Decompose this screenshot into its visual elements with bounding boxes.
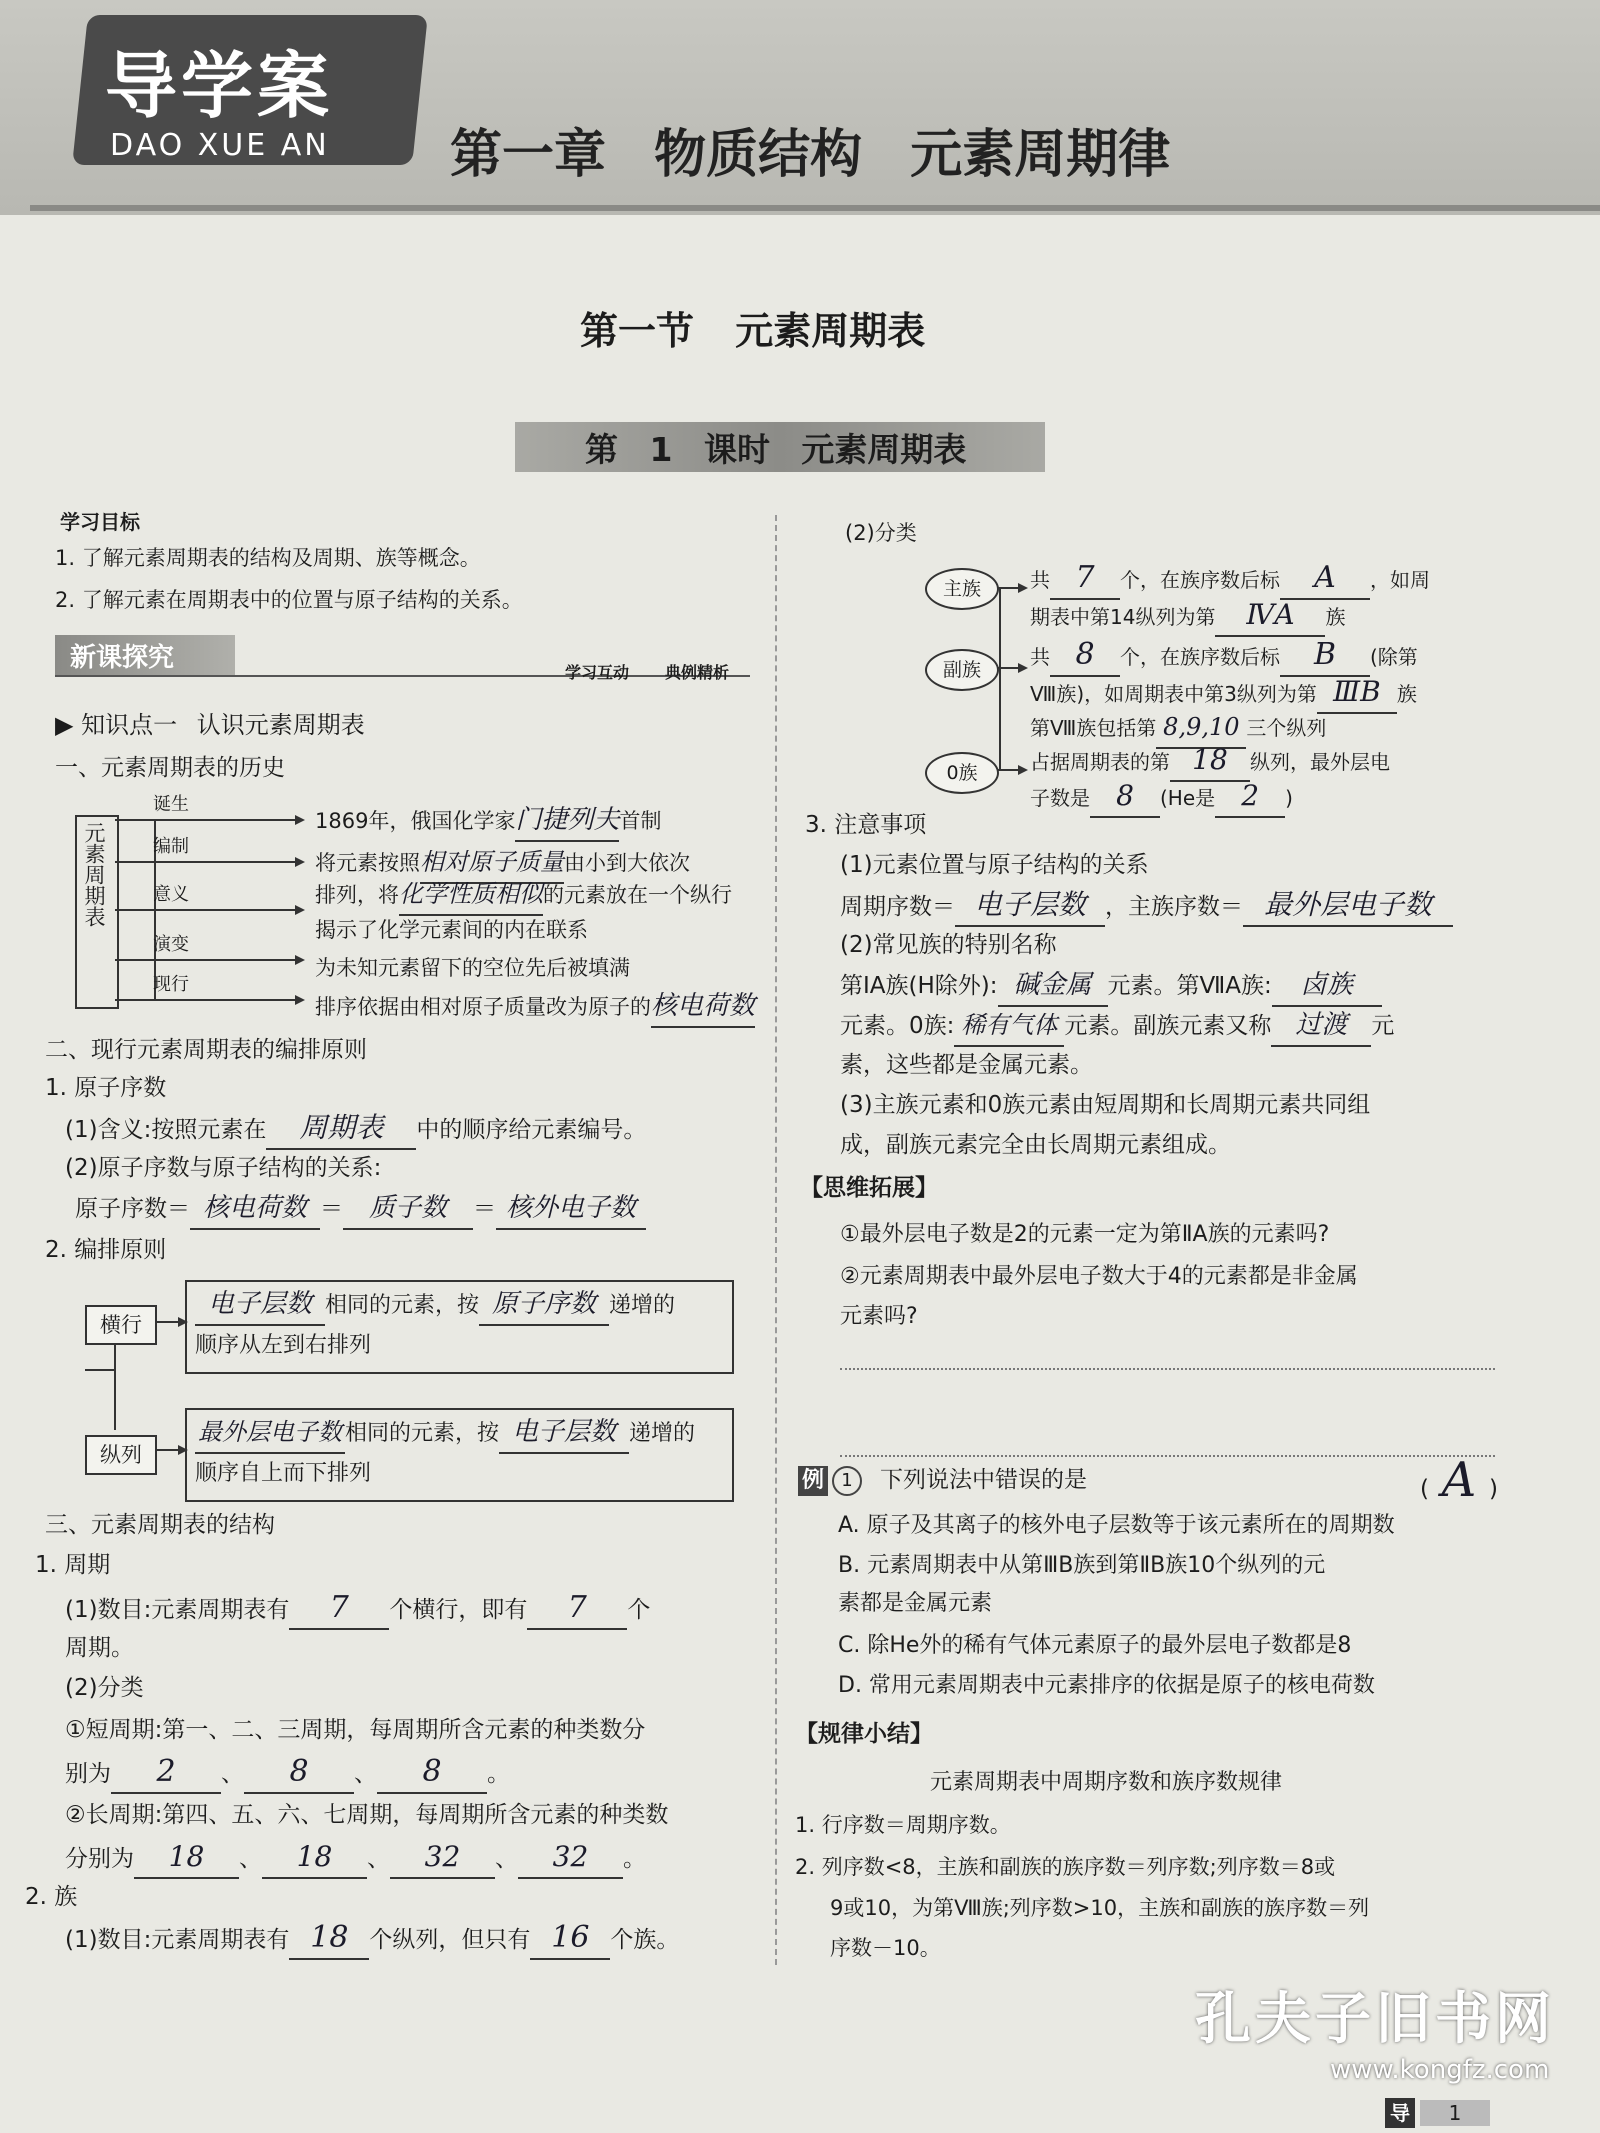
thinking-title: 【思维拓展】 [800, 1175, 938, 1201]
p1d-answer-3: 32 [390, 1837, 495, 1879]
zero-answer-he: 2 [1215, 776, 1285, 818]
n2b-answer-1: 稀有气体 [954, 1005, 1064, 1047]
structure-p1c: ①短周期:第一、二、三周期，每周期所含元素的种类数分 [65, 1717, 646, 1743]
p2a-answer-1: 18 [289, 1918, 369, 1960]
structure-p2a: (1)数目:元素周期表有 18 个纵列，但只有 16 个族。 [65, 1918, 679, 1960]
example-answer: A [1441, 1452, 1477, 1508]
summary-rule-2b: 9或10，为第Ⅷ族;列序数>10，主族和副族的族序数＝列 [830, 1896, 1370, 1920]
branch-label-4: 现行 [153, 974, 189, 995]
p1d-answer-2: 18 [262, 1837, 367, 1879]
branch-1-text: 将元素按照相对原子质量由小到大依次 [315, 842, 690, 884]
row-rule-line1: 电子层数 相同的元素，按 原子序数 递增的 [195, 1284, 675, 1326]
main-answer-example: ⅣA [1215, 595, 1325, 637]
objectives-title: 学习目标 [60, 510, 140, 534]
sub-answer-count: 8 [1050, 635, 1120, 677]
notes-n1: (1)元素位置与原子结构的关系 [840, 852, 1149, 878]
branch-0-text: 1869年，俄国化学家门捷列夫首制 [315, 800, 661, 842]
col-rule-box [185, 1408, 734, 1502]
branch-1-text-line2: 排列，将化学性质相似的元素放在一个纵行 [315, 874, 732, 916]
zero-line-2: 子数是 8 (He是 2 ) [1030, 776, 1293, 818]
p1d-answer-4: 32 [518, 1837, 623, 1879]
p1a-answer-2: 7 [527, 1588, 627, 1630]
notes-title: 3. 注意事项 [805, 812, 927, 838]
n1a-answer-2: 最外层电子数 [1243, 885, 1453, 927]
p1a-answer-1: 7 [289, 1588, 389, 1630]
zero-answer-column: 18 [1170, 740, 1250, 782]
new-lesson-rule [55, 675, 750, 677]
notes-n2c: 素，这些都是金属元素。 [840, 1052, 1093, 1078]
example-answer-bracket: ( A ) [1420, 1452, 1498, 1508]
principles-s1: 1. 原子序数 [45, 1075, 167, 1101]
structure-p1a: (1)数目:元素周期表有 7 个横行，即有 7 个 [65, 1588, 650, 1630]
zero-group-node: 0族 [925, 752, 999, 794]
structure-p1d: ②长周期:第四、五、六、七周期，每周期所含元素的种类数 [65, 1802, 669, 1828]
sub-group-node: 副族 [925, 649, 999, 691]
page-number: 1 [1420, 2100, 1490, 2126]
example-option-c: C. 除He外的稀有气体元素原子的最外层电子数都是8 [838, 1633, 1352, 1658]
history-tree [75, 790, 775, 1020]
col-rule-line2: 顺序自上而下排列 [195, 1461, 372, 1486]
row-label-box: 横行 [85, 1305, 157, 1345]
n2a-answer-1: 碱金属 [998, 965, 1108, 1007]
new-lesson-right-a: 学习互动 [565, 663, 630, 682]
knowledge-point-1 [55, 705, 365, 745]
p1c-answer-2: 8 [244, 1752, 354, 1794]
watermark-url: www.kongfz.com [1330, 2055, 1550, 2085]
column-divider [775, 515, 778, 1965]
structure-title: 三、元素周期表的结构 [45, 1512, 275, 1538]
structure-p1b: (2)分类 [65, 1675, 144, 1701]
s1c-answer-3: 核外电子数 [496, 1188, 646, 1230]
branch-0-answer: 门捷列夫 [515, 800, 619, 842]
objective-2: 2. 了解元素在周期表中的位置与原子结构的关系。 [55, 588, 523, 612]
objective-1: 1. 了解元素周期表的结构及周期、族等概念。 [55, 546, 481, 570]
row-answer-1: 电子层数 [195, 1284, 325, 1326]
watermark-name: 孔夫子旧书网 [1195, 1987, 1555, 2052]
row-rule-line2: 顺序从左到右排列 [195, 1333, 372, 1358]
notes-n1a: 周期序数＝ 电子层数 ，主族序数＝ 最外层电子数 [840, 885, 1453, 927]
col-answer-1: 最外层电子数 [195, 1412, 345, 1454]
sub-answer-example: ⅢB [1317, 672, 1397, 714]
p1d-answer-1: 18 [134, 1837, 239, 1879]
main-line-1: 共 7 个，在族序数后标 A ，如周 [1030, 558, 1430, 600]
branch-label-3: 演变 [153, 934, 189, 955]
main-group-node: 主族 [925, 568, 999, 610]
principles-s1b: (2)原子序数与原子结构的关系: [65, 1155, 382, 1181]
notes-n3b: 成，副族元素完全由长周期元素组成。 [840, 1132, 1231, 1158]
new-lesson-title: 新课探究 [70, 643, 175, 673]
example-option-a: A. 原子及其离子的核外电子层数等于该元素所在的周期数 [838, 1513, 1395, 1538]
main-line-2: 期表中第14纵列为第 ⅣA 族 [1030, 595, 1345, 637]
p1c-answer-3: 8 [377, 1752, 487, 1794]
example-option-d: D. 常用元素周期表中元素排序的依据是原子的核电荷数 [838, 1673, 1375, 1698]
summary-rule-2c: 序数－10。 [830, 1936, 941, 1960]
thinking-q2: ②元素周期表中最外层电子数大于4的元素都是非金属 [840, 1264, 1358, 1289]
p2a-answer-2: 16 [530, 1918, 610, 1960]
footer-mark: 导 [1385, 2098, 1415, 2128]
branch-3-text: 为未知元素留下的空位先后被填满 [315, 956, 630, 980]
thinking-answer-line-2 [840, 1455, 1495, 1457]
example-option-b: B. 元素周期表中从第ⅢB族到第ⅡB族10个纵列的元 [838, 1553, 1326, 1578]
branch-label-1: 编制 [153, 836, 189, 857]
classify-title: (2)分类 [845, 521, 917, 545]
notes-n2: (2)常见族的特别名称 [840, 932, 1057, 958]
branch-4-text: 排序依据由相对原子质量改为原子的核电荷数 [315, 986, 755, 1028]
branch-label-2: 意义 [153, 884, 189, 905]
sub-line-3: 第Ⅷ族包括第 8,9,10 三个纵列 [1030, 707, 1326, 749]
sub-line-2: Ⅷ族)，如周期表中第3纵列为第 ⅢB 族 [1030, 672, 1417, 714]
principles-s2: 2. 编排原则 [45, 1237, 167, 1263]
principles-title: 二、现行元素周期表的编排原则 [45, 1037, 367, 1063]
structure-p1: 1. 周期 [35, 1552, 111, 1578]
main-answer-count: 7 [1050, 558, 1120, 600]
thinking-q2b: 元素吗? [840, 1304, 918, 1329]
thinking-q1: ①最外层电子数是2的元素一定为第ⅡA族的元素吗? [840, 1222, 1330, 1247]
history-arrows [115, 790, 315, 1020]
summary-title: 【规律小结】 [795, 1721, 933, 1747]
section-title: 第一节 元素周期表 [580, 309, 926, 353]
lesson-title: 第 1 课时 元素周期表 [585, 430, 967, 469]
row-rule-box [185, 1280, 734, 1374]
branch-4-answer: 核电荷数 [651, 986, 755, 1028]
example-number: 1 [832, 1466, 862, 1496]
s1a-answer: 周期表 [266, 1108, 416, 1150]
row-answer-2: 原子序数 [479, 1284, 609, 1326]
summary-heading: 元素周期表中周期序数和族序数规律 [930, 1770, 1283, 1795]
col-rule-line1: 最外层电子数 相同的元素，按 电子层数 递增的 [195, 1412, 695, 1454]
zero-line-1: 占据周期表的第 18 纵列，最外层电 [1030, 740, 1390, 782]
n2a-answer-2: 卤族 [1272, 965, 1382, 1007]
branch-1-answer: 相对原子质量 [420, 842, 564, 884]
branch-2-text: 揭示了化学元素间的内在联系 [315, 918, 588, 942]
notes-n3a: (3)主族元素和0族元素由短周期和长周期元素共同组 [840, 1092, 1371, 1118]
notes-n2b: 元素。0族: 稀有气体 元素。副族元素又称 过渡 元 [840, 1005, 1394, 1047]
chapter-title: 第一章 物质结构 元素周期律 [450, 125, 1171, 185]
p1c-answer-1: 2 [111, 1752, 221, 1794]
summary-rule-1: 1. 行序数＝周期序数。 [795, 1813, 1011, 1837]
principles-s1c: 原子序数＝ 核电荷数 ＝ 质子数 ＝ 核外电子数 [75, 1188, 646, 1230]
n2b-answer-2: 过渡 [1271, 1005, 1371, 1047]
structure-p1a-line2: 周期。 [65, 1635, 134, 1661]
summary-rule-2a: 2. 列序数<8，主族和副族的族序数＝列序数;列序数＝8或 [795, 1855, 1336, 1879]
col-answer-2: 电子层数 [499, 1412, 629, 1454]
principles-s1a: (1)含义:按照元素在 周期表 中的顺序给元素编号。 [65, 1108, 646, 1150]
zero-answer-electrons: 8 [1090, 776, 1160, 818]
structure-p1c-line2: 别为 2 、 8 、 8 。 [65, 1752, 510, 1794]
s1c-answer-1: 核电荷数 [190, 1188, 320, 1230]
col-label-box: 纵列 [85, 1435, 157, 1475]
history-title: 一、元素周期表的历史 [55, 755, 285, 781]
n1a-answer-1: 电子层数 [955, 885, 1105, 927]
header-rule [30, 205, 1600, 211]
example-stem: 下列说法中错误的是 [880, 1467, 1087, 1493]
branch-1-answer-2: 化学性质相似 [399, 874, 543, 916]
example-badge: 例 [798, 1466, 828, 1496]
logo-text: 导学案 [105, 44, 334, 128]
structure-p2: 2. 族 [25, 1884, 78, 1910]
example-option-b-cont: 素都是金属元素 [838, 1591, 993, 1616]
branch-label-0: 诞生 [153, 794, 189, 815]
sub-answer-columns: 8,9,10 [1156, 707, 1246, 749]
new-lesson-right-b: 典例精析 [665, 663, 730, 682]
history-vert-label: 元素周期表 [82, 822, 106, 927]
triangle-icon: ▶ [55, 711, 82, 739]
structure-p1d-line2: 分别为 18 、 18 、 32 、 32 。 [65, 1837, 646, 1879]
thinking-answer-line-1 [840, 1368, 1495, 1370]
knowledge-point-1-text: 知识点一 认识元素周期表 [81, 711, 365, 739]
s1c-answer-2: 质子数 [343, 1188, 473, 1230]
sub-line-1: 共 8 个，在族序数后标 B (除第 [1030, 635, 1418, 677]
sub-answer-suffix: B [1280, 635, 1370, 677]
logo-subtext: DAO XUE AN [110, 128, 330, 163]
notes-n2a: 第ⅠA族(H除外): 碱金属 元素。第ⅦA族: 卤族 [840, 965, 1382, 1007]
main-answer-suffix: A [1280, 558, 1370, 600]
